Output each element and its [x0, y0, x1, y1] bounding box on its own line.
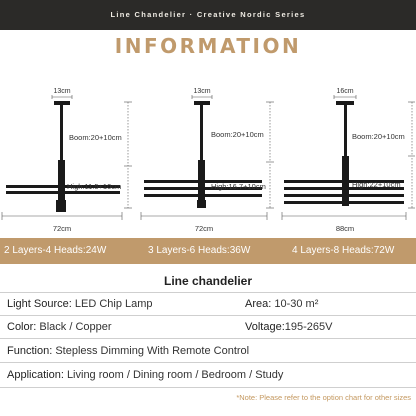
spec-key: Light Source: [7, 298, 72, 310]
spec-key: Function: [7, 345, 53, 357]
spec-value: 10-30 m² [274, 298, 319, 310]
boom-label-2: Boom:20+10cm [211, 130, 264, 139]
top-width-label-1: 13cm [53, 88, 71, 95]
spec-value: Living room / Dining room / Bedroom / Study [66, 369, 284, 381]
boom-label-1: Boom:20+10cm [69, 133, 122, 142]
top-width-label-3: 16cm [336, 88, 354, 95]
high-label-3: High:22+10cm [352, 180, 401, 189]
chandelier-dimension-diagrams [0, 80, 416, 238]
spec-value: LED Chip Lamp [74, 298, 153, 310]
top-width-label-2: 13cm [193, 88, 211, 95]
size-note: *Note: Please refer to the option chart for other sizes [236, 393, 411, 402]
spec-key: Application: [7, 369, 64, 381]
width-label-2: 72cm [194, 224, 214, 233]
boom-label-3: Boom:20+10cm [352, 132, 405, 141]
chandelier-diagram-2 [141, 88, 274, 233]
divider [0, 338, 416, 339]
divider [0, 362, 416, 363]
spec-voltage [245, 316, 332, 338]
divider [0, 387, 416, 388]
model-caption-3-layers: 3 Layers-6 Heads:36W [148, 245, 251, 256]
model-caption-4-layers: 4 Layers-8 Heads:72W [292, 245, 395, 256]
spec-area [245, 293, 318, 315]
spec-heading: Line chandelier [163, 274, 253, 288]
width-label-1: 72cm [52, 224, 72, 233]
spec-value: 195-265V [284, 321, 333, 333]
high-label-2: High:16.7+10cm [211, 182, 266, 191]
chandelier-diagram-1 [2, 88, 132, 233]
spec-value: Black / Copper [39, 321, 112, 333]
spec-application [7, 364, 283, 386]
banner-text: Line Chandelier · Creative Nordic Series [110, 10, 306, 19]
page-title: INFORMATION [114, 34, 302, 58]
spec-key: Area: [245, 298, 272, 310]
chandelier-diagram-3 [282, 88, 415, 233]
spec-light-source [7, 293, 153, 315]
spec-key: Voltage: [245, 321, 285, 333]
width-label-3: 88cm [335, 224, 355, 233]
spec-key: Color: [7, 321, 37, 333]
spec-color [7, 316, 112, 338]
model-caption-2-layers: 2 Layers-4 Heads:24W [4, 245, 107, 256]
high-label-1: High:11.5+10cm [67, 182, 122, 191]
spec-function [7, 340, 249, 362]
spec-value: Stepless Dimming With Remote Control [55, 345, 250, 357]
